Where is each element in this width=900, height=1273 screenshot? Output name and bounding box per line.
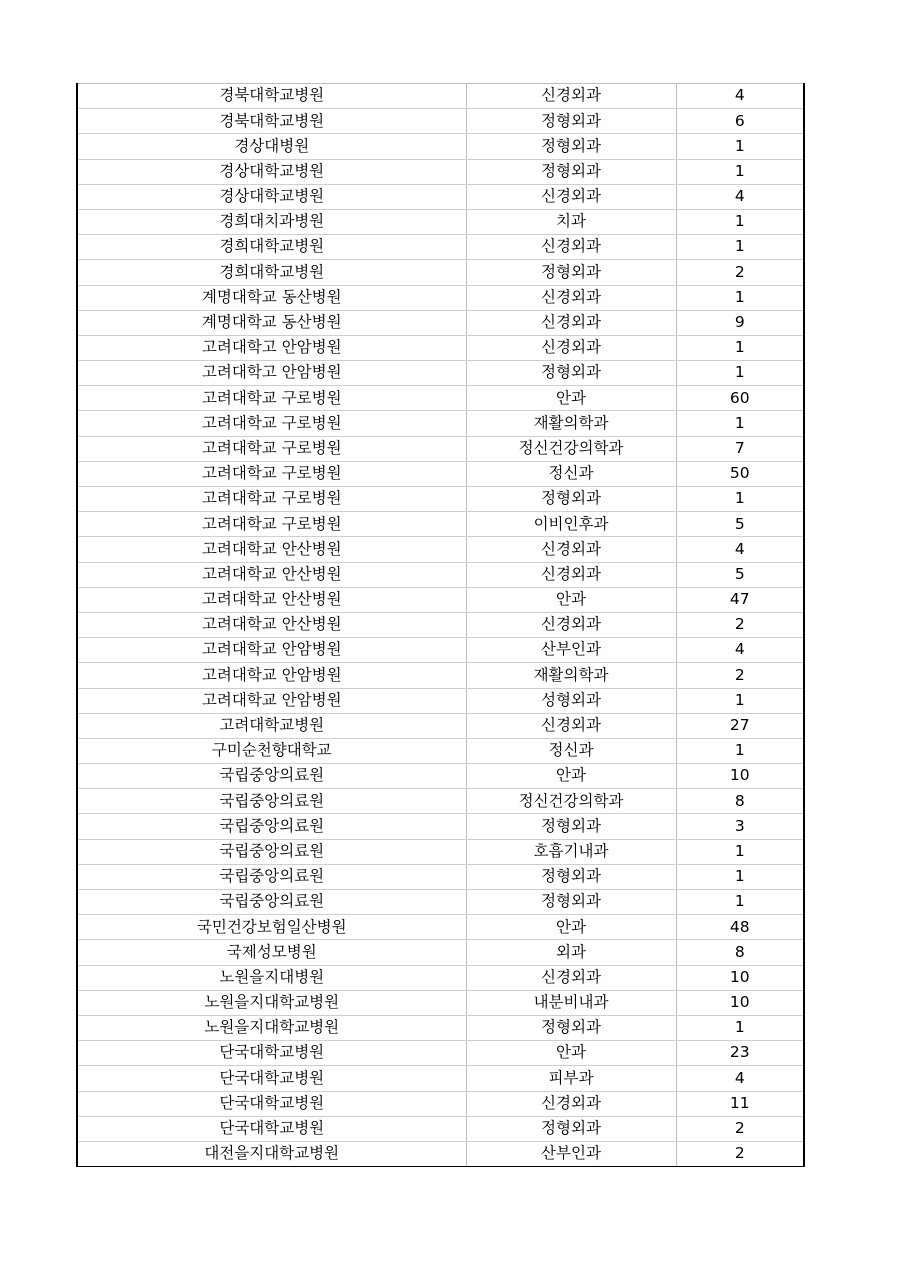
department-cell: 안과	[466, 386, 676, 411]
department-cell: 내분비내과	[466, 990, 676, 1015]
count-cell: 6	[676, 109, 804, 134]
department-cell: 호흡기내과	[466, 839, 676, 864]
department-cell: 정형외과	[466, 1116, 676, 1141]
table-row	[77, 411, 804, 436]
table-row	[77, 436, 804, 461]
count-cell: 8	[676, 789, 804, 814]
hospital-name-cell: 고려대학교 안암병원	[77, 638, 466, 663]
table-row	[77, 839, 804, 864]
count-cell: 4	[676, 1066, 804, 1091]
table-row	[77, 235, 804, 260]
table-row	[77, 159, 804, 184]
hospital-name-cell: 국립중앙의료원	[77, 789, 466, 814]
table-row	[77, 738, 804, 763]
department-cell: 정형외과	[466, 109, 676, 134]
department-cell: 성형외과	[466, 688, 676, 713]
count-cell: 1	[676, 335, 804, 360]
hospital-name-cell: 국제성모병원	[77, 940, 466, 965]
department-cell: 안과	[466, 915, 676, 940]
hospital-name-cell: 경상대학교병원	[77, 184, 466, 209]
department-cell: 외과	[466, 940, 676, 965]
table-row	[77, 184, 804, 209]
hospital-name-cell: 국민건강보험일산병원	[77, 915, 466, 940]
department-cell: 산부인과	[466, 1141, 676, 1166]
department-cell: 정형외과	[466, 814, 676, 839]
department-cell: 재활의학과	[466, 411, 676, 436]
count-cell: 4	[676, 537, 804, 562]
count-cell: 1	[676, 864, 804, 889]
department-cell: 안과	[466, 587, 676, 612]
count-cell: 1	[676, 890, 804, 915]
count-cell: 2	[676, 1116, 804, 1141]
hospital-name-cell: 고려대학교 구로병원	[77, 487, 466, 512]
table-row	[77, 688, 804, 713]
count-cell: 1	[676, 738, 804, 763]
hospital-name-cell: 국립중앙의료원	[77, 864, 466, 889]
count-cell: 2	[676, 260, 804, 285]
hospital-department-table	[76, 83, 805, 1167]
table-row	[77, 864, 804, 889]
hospital-name-cell: 계명대학교 동산병원	[77, 285, 466, 310]
table-row	[77, 789, 804, 814]
department-cell: 정형외과	[466, 890, 676, 915]
count-cell: 2	[676, 663, 804, 688]
table-row	[77, 461, 804, 486]
department-cell: 신경외과	[466, 84, 676, 109]
hospital-name-cell: 고려대학교 구로병원	[77, 436, 466, 461]
table-row	[77, 1015, 804, 1040]
count-cell: 1	[676, 134, 804, 159]
hospital-name-cell: 고려대학교 안산병원	[77, 562, 466, 587]
department-cell: 신경외과	[466, 310, 676, 335]
count-cell: 10	[676, 990, 804, 1015]
hospital-name-cell: 국립중앙의료원	[77, 839, 466, 864]
department-cell: 정신건강의학과	[466, 789, 676, 814]
hospital-name-cell: 경희대치과병원	[77, 209, 466, 234]
count-cell: 8	[676, 940, 804, 965]
hospital-name-cell: 고려대학교 안암병원	[77, 688, 466, 713]
table-row	[77, 1066, 804, 1091]
count-cell: 1	[676, 839, 804, 864]
count-cell: 1	[676, 361, 804, 386]
count-cell: 1	[676, 209, 804, 234]
hospital-name-cell: 고려대학교 안산병원	[77, 612, 466, 637]
hospital-name-cell: 고려대학교 구로병원	[77, 461, 466, 486]
table-row	[77, 915, 804, 940]
hospital-name-cell: 고려대학교 구로병원	[77, 386, 466, 411]
count-cell: 10	[676, 764, 804, 789]
table-row	[77, 487, 804, 512]
table-row	[77, 965, 804, 990]
department-cell: 신경외과	[466, 184, 676, 209]
hospital-name-cell: 단국대학교병원	[77, 1041, 466, 1066]
count-cell: 47	[676, 587, 804, 612]
hospital-name-cell: 국립중앙의료원	[77, 890, 466, 915]
count-cell: 1	[676, 411, 804, 436]
hospital-name-cell: 고려대학교 구로병원	[77, 411, 466, 436]
count-cell: 2	[676, 1141, 804, 1166]
department-cell: 정신건강의학과	[466, 436, 676, 461]
department-cell: 안과	[466, 764, 676, 789]
table-row	[77, 361, 804, 386]
hospital-name-cell: 고려대학고 안암병원	[77, 335, 466, 360]
department-cell: 신경외과	[466, 1091, 676, 1116]
table-row	[77, 890, 804, 915]
department-cell: 정형외과	[466, 260, 676, 285]
department-cell: 정형외과	[466, 864, 676, 889]
table-row	[77, 638, 804, 663]
hospital-name-cell: 경북대학교병원	[77, 109, 466, 134]
department-cell: 정형외과	[466, 159, 676, 184]
hospital-name-cell: 고려대학교 안산병원	[77, 537, 466, 562]
table-body	[77, 84, 804, 1167]
table-row	[77, 814, 804, 839]
department-cell: 신경외과	[466, 965, 676, 990]
hospital-name-cell: 단국대학교병원	[77, 1116, 466, 1141]
table-row	[77, 386, 804, 411]
table-row	[77, 260, 804, 285]
department-cell: 신경외과	[466, 713, 676, 738]
department-cell: 신경외과	[466, 537, 676, 562]
count-cell: 1	[676, 487, 804, 512]
table-row	[77, 764, 804, 789]
table-row	[77, 310, 804, 335]
table-row	[77, 1116, 804, 1141]
department-cell: 이비인후과	[466, 512, 676, 537]
count-cell: 4	[676, 638, 804, 663]
department-cell: 정신과	[466, 461, 676, 486]
department-cell: 정신과	[466, 738, 676, 763]
count-cell: 5	[676, 562, 804, 587]
count-cell: 23	[676, 1041, 804, 1066]
hospital-name-cell: 고려대학교 구로병원	[77, 512, 466, 537]
hospital-table-sheet	[76, 83, 803, 1167]
table-row	[77, 209, 804, 234]
hospital-name-cell: 국립중앙의료원	[77, 764, 466, 789]
table-row	[77, 1041, 804, 1066]
department-cell: 정형외과	[466, 361, 676, 386]
hospital-name-cell: 경북대학교병원	[77, 84, 466, 109]
hospital-name-cell: 경희대학교병원	[77, 235, 466, 260]
hospital-name-cell: 노원을지대학교병원	[77, 990, 466, 1015]
count-cell: 60	[676, 386, 804, 411]
table-row	[77, 562, 804, 587]
department-cell: 치과	[466, 209, 676, 234]
department-cell: 신경외과	[466, 235, 676, 260]
count-cell: 1	[676, 235, 804, 260]
count-cell: 1	[676, 285, 804, 310]
hospital-name-cell: 국립중앙의료원	[77, 814, 466, 839]
hospital-name-cell: 구미순천향대학교	[77, 738, 466, 763]
hospital-name-cell: 경희대학교병원	[77, 260, 466, 285]
count-cell: 2	[676, 612, 804, 637]
table-row	[77, 285, 804, 310]
table-row	[77, 940, 804, 965]
hospital-name-cell: 노원을지대학교병원	[77, 1015, 466, 1040]
table-row	[77, 109, 804, 134]
hospital-name-cell: 대전을지대학교병원	[77, 1141, 466, 1166]
count-cell: 5	[676, 512, 804, 537]
count-cell: 7	[676, 436, 804, 461]
table-row	[77, 134, 804, 159]
hospital-name-cell: 고려대학교 안산병원	[77, 587, 466, 612]
count-cell: 1	[676, 159, 804, 184]
table-row	[77, 663, 804, 688]
table-row	[77, 1141, 804, 1166]
hospital-name-cell: 고려대학고 안암병원	[77, 361, 466, 386]
count-cell: 4	[676, 184, 804, 209]
department-cell: 재활의학과	[466, 663, 676, 688]
table-row	[77, 1091, 804, 1116]
department-cell: 정형외과	[466, 487, 676, 512]
hospital-name-cell: 고려대학교 안암병원	[77, 663, 466, 688]
department-cell: 정형외과	[466, 1015, 676, 1040]
count-cell: 48	[676, 915, 804, 940]
count-cell: 9	[676, 310, 804, 335]
table-row	[77, 713, 804, 738]
table-row	[77, 612, 804, 637]
hospital-name-cell: 단국대학교병원	[77, 1091, 466, 1116]
count-cell: 50	[676, 461, 804, 486]
hospital-name-cell: 경상대학교병원	[77, 159, 466, 184]
count-cell: 10	[676, 965, 804, 990]
department-cell: 안과	[466, 1041, 676, 1066]
count-cell: 27	[676, 713, 804, 738]
count-cell: 11	[676, 1091, 804, 1116]
table-row	[77, 335, 804, 360]
count-cell: 3	[676, 814, 804, 839]
department-cell: 정형외과	[466, 134, 676, 159]
department-cell: 신경외과	[466, 612, 676, 637]
department-cell: 신경외과	[466, 335, 676, 360]
table-row	[77, 587, 804, 612]
count-cell: 1	[676, 688, 804, 713]
hospital-name-cell: 노원을지대병원	[77, 965, 466, 990]
hospital-name-cell: 고려대학교병원	[77, 713, 466, 738]
count-cell: 1	[676, 1015, 804, 1040]
count-cell: 4	[676, 84, 804, 109]
department-cell: 피부과	[466, 1066, 676, 1091]
table-row	[77, 84, 804, 109]
department-cell: 신경외과	[466, 285, 676, 310]
hospital-name-cell: 단국대학교병원	[77, 1066, 466, 1091]
table-row	[77, 537, 804, 562]
department-cell: 신경외과	[466, 562, 676, 587]
hospital-name-cell: 계명대학교 동산병원	[77, 310, 466, 335]
hospital-name-cell: 경상대병원	[77, 134, 466, 159]
department-cell: 산부인과	[466, 638, 676, 663]
table-row	[77, 512, 804, 537]
table-row	[77, 990, 804, 1015]
